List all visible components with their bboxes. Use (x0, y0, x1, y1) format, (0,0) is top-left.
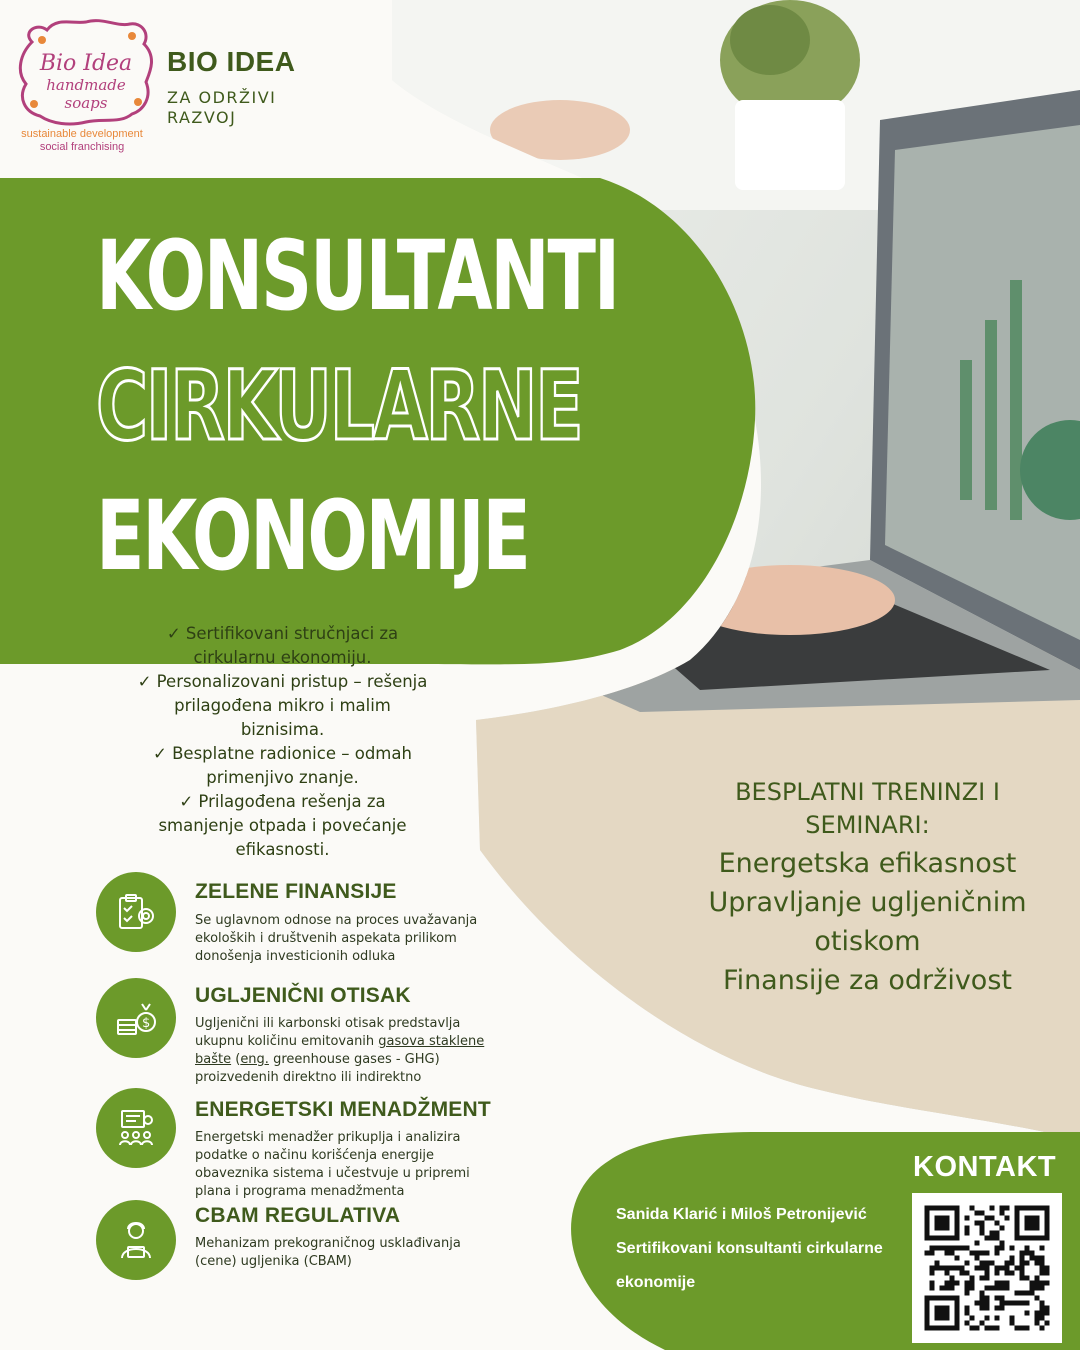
benefit-list (135, 622, 430, 862)
logo-sub-1: sustainable development (21, 128, 143, 140)
feature-title: ZELENE FINANSIJE (195, 880, 397, 903)
consultant-icon (96, 1200, 176, 1280)
logo-line-2: handmade (46, 76, 126, 94)
title-line-3: EKONOMIJE (96, 480, 529, 592)
logo-line-3: soaps (64, 94, 108, 112)
presentation-team-icon (96, 1088, 176, 1168)
contact-details (616, 1198, 906, 1300)
title-line-2: CIRKULARNE (96, 350, 582, 462)
contact-role: Sertifikovani konsultanti cirkularne ekonomije (616, 1240, 883, 1291)
qr-code-icon[interactable] (912, 1193, 1062, 1343)
feature-title: CBAM REGULATIVA (195, 1204, 401, 1227)
benefit-item: ✓ Prilagođena rešenja za smanjenje otpada i povećanje efikasnosti. (158, 792, 407, 859)
logo-sub-2: social franchising (39, 141, 125, 153)
logo-line-1: Bio Idea (39, 51, 133, 76)
feature-description: Ugljenični ili karbonski otisak predstavlja ukupnu količinu emitovanih gasova staklene bašte (eng. greenhouse gases - GHG) proizvedenih direktno ili indirektno (195, 1016, 485, 1085)
benefit-item: ✓ Besplatne radionice – odmah primenjivo znanje. (153, 744, 412, 787)
brand-tagline: ZA ODRŽIVI RAZVOJ (167, 88, 277, 127)
svg-text:$: $ (142, 1016, 151, 1031)
benefit-item: ✓ Sertifikovani stručnjaci za cirkularnu ekonomiju. (166, 624, 399, 667)
feature-title: ENERGETSKI MENADŽMENT (195, 1098, 491, 1121)
seminar-item: Upravljanje ugljeničnim otiskom (708, 887, 1027, 957)
seminar-item: Finansije za održivost (723, 965, 1012, 996)
seminars-heading: BESPLATNI TRENINZI I SEMINARI: (735, 778, 1000, 839)
feature-title: UGLJENIČNI OTISAK (195, 984, 411, 1007)
target-checklist-icon (96, 872, 176, 952)
brand-name: BIO IDEA (167, 46, 296, 77)
title-line-1: KONSULTANTI (96, 220, 618, 332)
bio-idea-logo (12, 12, 160, 154)
contact-heading: KONTAKT (913, 1151, 1057, 1183)
feature-description: Se uglavnom odnose na proces uvažavanja ekoloških i društvenih aspekata prilikom donošenja investicionih odluka (195, 913, 478, 964)
feature-description: Mehanizam prekograničnog usklađivanja (cene) ugljenika (CBAM) (195, 1236, 461, 1269)
benefit-item: ✓ Personalizovani pristup – rešenja prilagođena mikro i malim biznisima. (137, 672, 428, 739)
feature-description: Energetski menadžer prikuplja i analizira podatke o načinu korišćenja energije obaveznika sistema i učestvuje u pripremi plana i programa menadžmenta (195, 1130, 470, 1199)
seminar-item: Energetska efikasnost (718, 848, 1017, 879)
contact-names: Sanida Klarić i Miloš Petronijević (616, 1206, 867, 1223)
seminars-block (700, 776, 1035, 1000)
money-bag-icon (96, 978, 176, 1058)
